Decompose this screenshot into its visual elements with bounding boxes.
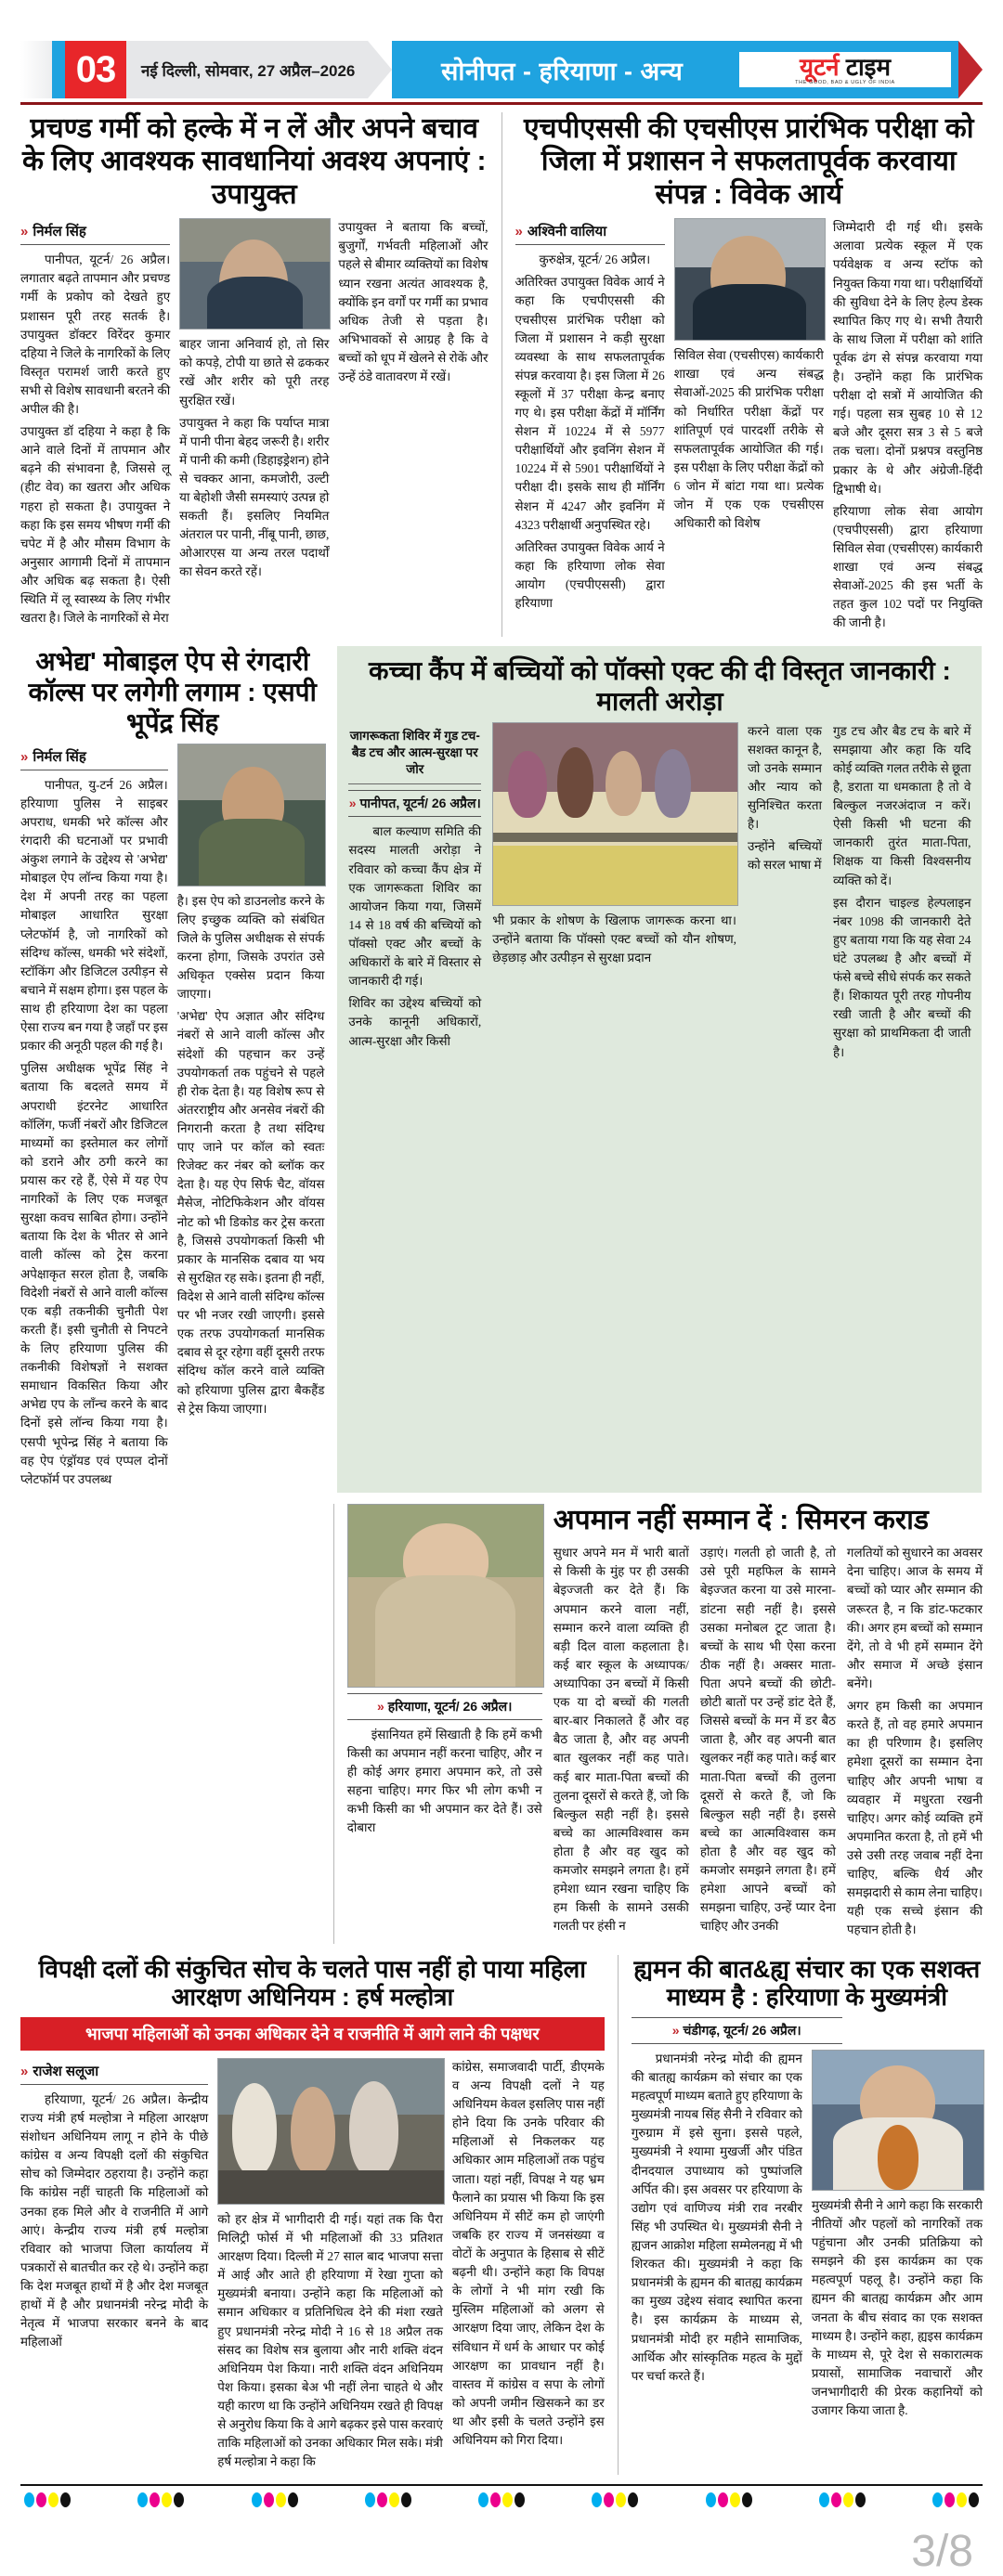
article6-para-1: हरियाणा, यूटर्न/ 26 अप्रैल। केन्द्रीय राज्य मंत्री हर्ष मल्होत्रा ने महिला आरक्षण संशोधन अधिनियम लागू न होने के पीछे कांग्रेस व अन्य विपक्षी दलों की संकुचित सोच को जिम्मेदार ठहराया है। उन्होंने कहा कि कांग्रेस नहीं चाहती कि महिलाओं को उनका हक मिले और वे राजनीति में आगे आएं। केन्द्रीय राज्य मंत्री हर्ष मल्होत्रा रविवार को भाजपा जिला कार्यालय में पत्रकारों से बातचीत कर रहे थे। उन्होंने कहा कि देश मजबूत हाथों में है और देश मजबूत हाथों में है और प्रधानमंत्री नरेन्द्र मोदी के नेतृत्व में भाजपा सरकार बनने के बाद महिलाओं — [20, 2091, 209, 2349]
article4-dateline-text: पानीपत, यूटर्न/ 26 अप्रैल। — [359, 796, 481, 811]
article2-photo — [674, 218, 826, 341]
article2-col-3 — [833, 218, 983, 636]
article3-col-1 — [20, 744, 168, 1493]
article5-headline: अपमान नहीं सम्मान दें : सिमरन कराड — [553, 1504, 929, 1535]
section-four — [20, 1955, 983, 2476]
article4-col4-para-2: इस दौरान चाइल्ड हेल्पलाइन नंबर 1098 की जानकारी देते हुए बताया गया कि यह सेवा 24 घंटे उपलब्ध है और बच्चों में फंसे बच्चे सीधे संपर्क कर सकते हैं। शिकायत पूरी तरह गोपनीय रखी जाती है और बच्चों की सुरक्षा को प्राथमिकता दी जाती है। — [832, 895, 971, 1059]
article-respect — [333, 1504, 983, 1944]
article1-byline-text: निर्मल सिंह — [33, 224, 86, 240]
article6-byline — [20, 2058, 208, 2085]
article-heat-advisory — [20, 112, 488, 637]
article5-col-3 — [700, 1544, 836, 1943]
masthead-rule — [20, 102, 983, 105]
reg-mark-group — [365, 2492, 411, 2507]
reg-mark-group — [819, 2492, 866, 2507]
article1-col-2 — [179, 218, 329, 631]
reg-mark-group — [252, 2492, 298, 2507]
article7-dateline-text: चंडीगढ़, यूटर्न/ 26 अप्रैल। — [683, 2022, 801, 2038]
article3-col-2 — [177, 744, 325, 1493]
page-indicator: 3/8 — [911, 2527, 973, 2576]
article6-photo-col — [217, 2058, 443, 2476]
byline-chevron-icon: » — [20, 748, 29, 765]
article3-byline-text: निर्मल सिंह — [33, 748, 86, 765]
article6-headline: विपक्षी दलों की संकुचित सोच के चलते पास नहीं हो पाया महिला आरक्षण अधिनियम : हर्ष मल्होत्रा — [38, 1954, 587, 2012]
article7-col2-para-1: मुख्यमंत्री सैनी ने आगे कहा कि सरकारी नीतियों और पहलों को नागरिकों तक पहुंचाना और उनकी प्रतिक्रिया को समझने की इस कार्यक्रम का एक महत्वपूर्ण पहलू है। उन्होंने कहा कि ह्यमन की बातह्य कार्यक्रम और आम जनता के बीच संवाद का एक सशक्त माध्यम है। उन्होंने कहा, ह्यइस कार्यक्रम के माध्यम से, पूरे देश से सकारात्मक प्रयासों, सामाजिक नवाचारों और जनभागीदारी की प्रेरक कहानियों को उजागर किया जाता है. — [811, 2197, 983, 2418]
article5-dateline — [347, 1693, 542, 1720]
section-two — [20, 646, 983, 1493]
article1-byline — [20, 218, 170, 245]
article-pocso-camp — [337, 646, 982, 1493]
article6-col-1 — [20, 2058, 208, 2476]
article5-col-2 — [554, 1544, 689, 1943]
dateline-chevron-icon: » — [671, 2022, 680, 2038]
article-women-reservation — [20, 1955, 605, 2476]
article3-photo — [177, 744, 327, 887]
article-hpsc-exam — [502, 112, 983, 637]
reg-mark-group — [932, 2492, 979, 2507]
logo-tagline: THE GOOD, BAD & UGLY OF INDIA — [795, 80, 895, 85]
article4-col3-para-2: उन्होंने बच्चियों को सरल भाषा में — [747, 839, 822, 873]
article3-para-2: पुलिस अधीक्षक भूपेंद्र सिंह ने बताया कि बदलते समय में अपराधी इंटरनेट आधारित कॉलिंग, फर्जी नंबरों और डिजिटल माध्यमों का इस्तेमाल कर लोगों को डराने और ठगी करने का प्रयास कर रहे हैं, ऐसे में यह ऐप नागरिकों के लिए एक मजबूत सुरक्षा कवच साबित होगा। उन्होंने बताया कि देश के भीतर से आने वाली कॉल्स को ट्रेस करना अपेक्षाकृत सरल होता है, जबकि विदेशी नंबरों से आने वाली कॉल्स एक बड़ी तकनीकी चुनौती पेश करती हैं। इसी चुनौती से निपटने के लिए हरियाणा पुलिस की तकनीकी विशेषज्ञों ने सशक्त समाधान विकसित किया और अभेद्य एप के लाँन्च करने के बाद दिनों इसे लॉन्च किया गया है। एसपी भूपेन्द्र सिंह ने बताया कि वह ऐप एंड्रॉयड एवं एप्पल दोनों प्लेटफॉर्म पर उपलब्ध — [20, 1061, 168, 1486]
article1-col-3 — [338, 218, 488, 631]
article2-byline-text: अश्विनी वालिया — [527, 224, 607, 240]
article4-col2-para-1: भी प्रकार के शोषण के खिलाफ जागरूक करना था। उन्होंने बताया कि पॉक्सो एक्ट बच्चों को यौन शोषण, छेड़छाड़ और उत्पीड़न से सुरक्षा प्रदान — [492, 913, 736, 964]
article1-col2-para-2: उपायुक्त ने कहा कि पर्याप्त मात्रा में पानी पीना बेहद जरूरी है। शरीर में पानी की कमी (डिहाइड्रेशन) होने से चक्कर आना, कमजोरी, उल्टी या बेहोशी जैसी समस्याएं उत्पन्न हो सकती हैं। इसलिए नियमित अंतराल पर पानी, नींबू पानी, छाछ, ओआरएस या अन्य तरल पदार्थों का सेवन करते रहें। — [179, 415, 330, 579]
byline-chevron-icon: » — [515, 224, 523, 240]
masthead-dateline: नई दिल्ली, सोमवार, 27 अप्रैल–2026 — [126, 41, 368, 98]
article6-red-banner: भाजपा महिलाओं को उनका अधिकार देने व राजनीति में आगे लाने की पक्षधर — [20, 2017, 605, 2051]
masthead-logo — [732, 41, 958, 98]
article3-col2-para-1: है। इस ऐप को डाउनलोड करने के लिए इच्छुक व्यक्ति को संबंधित जिले के पुलिस अधीक्षक से संपर्क करना होगा, जिसके उपरांत उसे अधिकृत एक्सेस प्रदान किया जाएगा। — [176, 893, 325, 1002]
reg-mark-group — [478, 2492, 525, 2507]
article4-col3-para-1: करने वाला एक सशक्त कानून है, जो उनके सम्मान और न्याय को सुनिश्चित करता है। — [747, 723, 822, 832]
dateline-chevron-icon: » — [348, 796, 357, 811]
article2-col3-para-2: हरियाणा लोक सेवा आयोग (एचपीएससी) द्वारा हरियाणा सिविल सेवा (एचसीएस) कार्यकारी शाखा एवं अन्य संबद्ध सेवाओं-2025 की इस भर्ती के तहत कुल 102 पदों पर नियुक्ति की जानी है। — [832, 503, 983, 630]
article4-headline: कच्चा कैंप में बच्चियों को पॉक्सो एक्ट की दी विस्तृत जानकारी : मालती अरोड़ा — [369, 655, 951, 716]
article1-col2-para-1: बाहर जाना अनिवार्य हो, तो सिर को कपड़े, टोपी या छाते से ढककर रखें और शरीर को पूरी तरह सुरक्षित रखें। — [179, 337, 330, 408]
masthead-arrow-grey — [368, 41, 392, 98]
article5-col3-para-1: उड़ाएं। गलती हो जाती है, तो उसे पूरी महफिल के सामने बेइज्जत करना या उसे मारना-डांटना सही नहीं है। इससे उसका मनोबल टूट जाता है। बच्चों के साथ भी ऐसा करना ठीक नहीं है। अक्सर माता-पिता अपने बच्चों की छोटी-छोटी बातों पर उन्हें डांट देते हैं, जिससे बच्चों के मन में डर बैठ जाता है, और वह अपनी बात खुलकर नहीं कह पाते। कई बार माता-पिता बच्चों की तुलना दूसरों से करते हैं, जो कि बिल्कुल सही नहीं है। इससे बच्चे का आत्मविश्वास कम होता है और वह खुद को कमजोर समझने लगता है। हमें हमेशा आपने बच्चों को समझना चाहिए, उन्हें प्यार देना चाहिए और उनकी — [699, 1546, 836, 1934]
article2-para-2: अतिरिक्त उपायुक्त विवेक आर्य ने कहा कि एचपीएससी की एचसीएस प्रारंभिक परीक्षा को जिला में प्रशासन ने कड़ी सुरक्षा व्यवस्था के साथ सफलतापूर्वक संपन्न करवाया है। इस जिला में 26 स्कूलों में 37 परीक्षा केन्द्र बनाए गए थे। इस परीक्षा केंद्रों में मॉर्निंग सेशन में 10224 में से 5977 परीक्षार्थियों और इवनिंग सेशन में 10224 में से 5901 परीक्षार्थियों ने परीक्षा दी। इसके साथ ही मॉर्निंग सेशन में 4247 और इवनिंग में 4323 परीक्षार्थी अनुपस्थित रहे। — [515, 275, 665, 532]
article6-col2-para-1: को हर क्षेत्र में भागीदारी दी गई। यहां तक कि पैरा मिलिट्री फोर्स में भी महिलाओं की 33 प्रतिशत आरक्षण दिया। दिल्ली में 27 साल बाद भाजपा सत्ता में आई और आते ही हरियाणा में रेखा गुप्ता को मुख्यमंत्री बनाया। उन्होंने कहा कि महिलाओं को समान अधिकार व प्रतिनिधित्व देने की मंशा रखते हुए प्रधानमंत्री नरेन्द्र मोदी ने 16 से 18 अप्रैल तक संसद का विशेष सत्र बुलाया और नारी शक्ति वंदन अधिनियम पेश किया। नारी शक्ति वंदन अधिनियम पेश किया। इसका बेअ भी नहीं लेना चाहते थे और यही कारण था कि उन्होंने अधिनियम रखते ही विपक्ष से अनुरोध किया कि वे आगे बढ़कर इसे पास करवाएं ताकि महिलाओं को उनका अधिकार मिल सके। मंत्री हर्ष मल्होत्रा ने कहा कि — [217, 2211, 443, 2469]
section-lead — [20, 112, 983, 637]
article4-photo — [492, 722, 738, 906]
article2-col2-para-1: सिविल सेवा (एचसीएस) कार्यकारी शाखा एवं अन्य संबद्ध सेवाओं-2025 की प्रारंभिक परीक्षा को निर्धारित परीक्षा केंद्रों पर शांतिपूर्ण एवं पारदर्शी तरीके से सफलतापूर्वक आयोजित की गई। इस परीक्षा के लिए परीक्षा केंद्रों को 6 जोन में बांटा गया था। प्रत्येक जोन में एक एक एचसीएस अधिकारी को विशेष — [673, 348, 824, 531]
article7-headline: ह्यमन की बात&ह्य संचार का एक सशक्त माध्यम है : हरियाणा के मुख्यमंत्री — [633, 1954, 981, 2012]
article7-photo — [812, 2050, 984, 2191]
article4-para-2: शिविर का उद्देश्य बच्चियों को उनके कानूनी अधिकारों, आत्म-सुरक्षा और किसी — [348, 996, 482, 1048]
article4-col-3 — [748, 722, 822, 1066]
newspaper-page — [0, 41, 1003, 2576]
article3-col2-para-2: 'अभेद्य' ऐप अज्ञात और संदिग्ध नंबरों से आने वाली कॉल्स और संदेशों की पहचान कर उन्हें उपयोगकर्ता तक पहुंचने से पहले ही रोक देता है। यह विशेष रूप से अंतरराष्ट्रीय और अनसेव नंबरों की निगरानी करता है तथा संदिग्ध पाए जाने पर कॉल को स्वतः रिजेक्ट कर नंबर को ब्लॉक कर देता है। यह ऐप सिर्फ चैट, वॉयस मैसेज, नोटिफिकेशन और वॉयस नोट को भी डिकोड कर ट्रेस करता है, जिससे उपयोगकर्ता किसी भी प्रकार के मानसिक दबाव या भय से सुरक्षित रह सके। इतना ही नहीं, विदेश से आने वाली संदिग्ध कॉल्स पर भी नजर रखी जाएगी। इससे एक तरफ उपयोगकर्ता मानसिक दबाव से दूर रहेगा वहीं दूसरी तरफ संदिग्ध कॉल करने वाले व्यक्ति को हरियाणा पुलिस द्वारा बैकहैंड से ट्रेस किया जाएगा। — [176, 1009, 325, 1416]
article-mann-ki-baat — [618, 1955, 983, 2476]
article4-subhead: जागरूकता शिविर में गुड टच-बैड टच और आत्म-सुरक्षा पर जोर — [348, 722, 481, 785]
article4-photo-col — [492, 722, 736, 1066]
article7-dateline — [632, 2017, 842, 2044]
byline-chevron-icon: » — [20, 2063, 29, 2079]
article4-para-1: बाल कल्याण समिति की सदस्य मालती अरोड़ा ने रविवार को कच्चा कैंप क्षेत्र में एक जागरूकता शिविर का आयोजन किया गया, जिसमें 14 से 18 वर्ष की बच्चियों को पॉक्सो एक्ट और बच्चों के अधिकारों के बारे में विस्तार से जानकारी दी गई। — [348, 824, 482, 989]
article4-col-1 — [348, 722, 481, 1066]
reg-mark-group — [706, 2492, 752, 2507]
article3-para-1: पानीपत, यु-टर्न 26 अप्रैल। हरियाणा पुलिस ने साइबर अपराध, धमकी भरे कॉल्स और रंगदारी की घटनाओं पर प्रभावी अंकुश लगाने के उद्देश्य से 'अभेद्य' मोबाइल ऐप लॉन्च किया गया है। देश में अपनी तरह का पहला मोबाइल आधारित सुरक्षा प्लेटफॉर्म है, जो नागरिकों को संदिग्ध कॉल्स, धमकी भरे संदेशों, स्टॉकिंग और डिजिटल उत्पीड़न से बचाने में सक्षम होगा। इस पहल के साथ ही हरियाणा देश का पहला ऐसा राज्य बन गया है जहाँ पर इस प्रकार की अनूठी पहल की गई है। — [20, 777, 168, 1054]
reg-mark-group — [24, 2492, 71, 2507]
article6-byline-text: राजेश सलूजा — [33, 2063, 99, 2079]
logo-word-1: यूटर्न — [799, 53, 840, 81]
article2-headline: एचपीएससी की एचसीएस प्रारंभिक परीक्षा को जिला में प्रशासन ने सफलतापूर्वक करवाया संपन्न : विवेक आर्य — [523, 113, 974, 210]
article1-para-2: उपायुक्त डॉ दहिया ने कहा है कि आने वाले दिनों में तापमान और बढ़ने की संभावना है, जिससे लू (हीट वेव) का खतरा और अधिक गहरा हो सकता है। उपायुक्त ने कहा कि इस समय भीषण गर्मी की चपेट में है और मौसम विभाग के अनुसार आगामी दिनों में तापमान और अधिक बढ़ सकता है। ऐसी स्थिति में लू स्वास्थ्य के लिए गंभीर खतरा है। जिले के नागरिकों से मेरा — [20, 424, 171, 626]
article5-col-4 — [847, 1544, 983, 1943]
article1-col-1 — [20, 218, 170, 631]
page-number-box: 03 — [65, 41, 126, 98]
masthead-arrow-red — [958, 41, 983, 98]
article-abhedya-app — [20, 646, 324, 1493]
dateline-chevron-icon: » — [377, 1698, 384, 1714]
masthead — [20, 41, 983, 98]
article7-col-1 — [632, 2050, 802, 2424]
article5-col2-para-1: सुधार अपने मन में भारी बातों से किसी के मुंह पर ही उसकी बेइज्जती कर देते हैं। कि अपमान करने वाला नहीं, सम्मान करने वाला व्यक्ति ही बड़ी दिल वाला कहलाता है। कई बार स्कूल के अध्यापक/अध्यापिका उन बच्चों में किसी एक या दो बच्चों की गलती बार-बार निकालते हैं और वह बैठ जाता है, और वह अपनी बात खुलकर नहीं कह पाते। कई बार माता-पिता बच्चों की तुलना दूसरों से करते हैं, जो कि बिल्कुल सही नहीं है। इससे बच्चे का आत्मविश्वास कम होता है और वह खुद को कमजोर समझने लगता है। हमें हमेशा ध्यान रखना चाहिए कि हम किसी के सामने उसकी गलती पर हंसी न — [553, 1546, 689, 1934]
article3-byline — [20, 744, 168, 770]
article6-col3-para-1: कांग्रेस, समाजवादी पार्टी, डीएमके व अन्य विपक्षी दलों ने यह अधिनियम केवल इसलिए पास नहीं होने दिया कि उनके परिवार की महिलाओं से निकलकर यह अधिकार आम महिलाओं तक पहुंच जाता। यहां नहीं, विपक्ष ने यह भ्रम फैलाने का प्रयास भी किया कि इस अधिनियम में सीटें कम हो जाएंगी जबकि हर राज्य में जनसंख्या व वोटों के अनुपात के हिसाब से सीटें बढ़नी थी। उन्होंने कहा कि विपक्ष के लोगों ने भी मांग रखी कि मुस्लिम महिलाओं को अलग से आरक्षण दिया जाए, लेकिन देश के संविधान में धर्म के आधार पर कोई आरक्षण का प्रावधान नहीं है। वास्तव में कांग्रेस व सपा के लोगों को अपनी जमीन खिसकने का डर था और इसी के चलते उन्होंने इस अधिनियम को गिरा दिया। — [451, 2059, 605, 2448]
article2-col3-para-1: जिम्मेदारी दी गई थी। इसके अलावा प्रत्येक स्कूल में एक पर्यवेक्षक व अन्य स्टॉफ को नियुक्त किया गया था। परीक्षार्थियों की सुविधा देने के लिए हेल्प डेस्क स्थापित किए गए थे। सभी तैयारी के साथ जिला में परीक्षा को शांति पूर्वक ढंग से संपन्न करवाया गया है। उन्होंने कहा कि प्रारंभिक परीक्षा दो सत्रों में आयोजित की गई। पहला सत्र सुबह 10 से 12 बजे और दूसरा सत्र 3 से 5 बजे तक चला। दोनों प्रश्नपत्र वस्तुनिष्ठ प्रकार के थे और अंग्रेजी-हिंदी द्विभाषी थे। — [832, 220, 983, 496]
article1-headline: प्रचण्ड गर्मी को हल्के में न लें और अपने बचाव के लिए आवश्यक सावधानियां अवश्य अपनाएं : उपायुक्त — [21, 113, 487, 210]
article3-continued — [20, 1504, 320, 1944]
article2-col-2 — [674, 218, 824, 636]
logo-word-2: टाइम — [845, 53, 891, 81]
reg-mark-group — [137, 2492, 184, 2507]
article7-col-2 — [812, 2050, 983, 2424]
article5-photo — [347, 1504, 544, 1688]
article2-byline — [515, 218, 665, 245]
article2-col-1 — [515, 218, 665, 636]
article2-para-3: अतिरिक्त उपायुक्त विवेक आर्य ने कहा कि हरियाणा लोक सेवा आयोग (एचपीएससी) द्वारा हरियाणा — [515, 539, 665, 611]
article6-col-3 — [452, 2058, 605, 2476]
article6-photo — [217, 2058, 445, 2205]
article4-col4-para-1: गुड टच और बैड टच के बारे में समझाया और कहा कि यदि कोई व्यक्ति गलत तरीके से छूता है, डराता या धमकाता है तो वे बिल्कुल नजरअंदाज न करें। ऐसी किसी भी घटना की जानकारी तुरंत माता-पिता, शिक्षक या किसी विश्वसनीय व्यक्ति को दें। — [832, 723, 971, 887]
article1-col3-para-1: उपायुक्त ने बताया कि बच्चों, बुजुर्गों, गर्भवती महिलाओं और पहले से बीमार व्यक्तियों का विशेष ध्यान रखना अत्यंत आवश्यक है, क्योंकि इन वर्गों पर गर्मी का प्रभाव अधिक तेजी से पड़ता है। अभिभावकों से आग्रह है कि वे बच्चों को धूप में खेलने से रोकें और उन्हें ठंडे वातावरण में रखें। — [338, 220, 488, 384]
article4-col-4 — [833, 722, 971, 1066]
article5-col4-para-2: अगर हम किसी का अपमान करते हैं, तो वह हमारे अपमान का ही परिणाम है। इसलिए हमेशा दूसरों का सम्मान देना चाहिए और अपनी भाषा व व्यवहार में मधुरता रखनी चाहिए। अगर कोई व्यक्ति हमें अपमानित करता है, तो हमें भी उसे उसी तरह जवाब नहीं देना चाहिए, बल्कि धैर्य और समझदारी से काम लेना चाहिए। यही एक सच्चे इंसान की पहचान होती है। — [846, 1699, 983, 1937]
article7-para-1: प्रधानमंत्री नरेन्द्र मोदी की ह्यमन की बातह्य कार्यक्रम को संचार का एक महत्वपूर्ण माध्यम बताते हुए हरियाणा के मुख्यमंत्री नायब सिंह सैनी ने रविवार को गुरुग्राम में इसे सुना। इससे पहले, मुख्यमंत्री ने श्यामा मुखर्जी और पंडित दीनदयाल उपाध्याय को पुष्पांजलि अर्पित की। इस अवसर पर हरियाणा के उद्योग एवं वाणिज्य मंत्री राव नरबीर सिंह भी उपस्थित थे। मुख्यमंत्री सैनी ने ह्यजन आक्रोश महिला सम्मेलनह्य में भी शिरकत की। मुख्यमंत्री ने कहा कि प्रधानमंत्री के ह्यमन की बातह्य कार्यक्रम का मुख्य उद्देश्य संवाद स्थापित करना है। इस कार्यक्रम के माध्यम से, प्रधानमंत्री मोदी हर महीने सामाजिक, आर्थिक और सांस्कृतिक महत्व के मुद्दों पर चर्चा करते हैं। — [631, 2051, 802, 2383]
article5-dateline-text: हरियाणा, यूटर्न/ 26 अप्रैल। — [387, 1698, 513, 1714]
section-three — [20, 1504, 983, 1944]
article1-photo — [179, 218, 331, 330]
article2-para-1: कुरुक्षेत्र, यूटर्न/ 26 अप्रैल। — [539, 252, 651, 267]
reg-mark-group — [592, 2492, 638, 2507]
article3-headline: अभेद्य' मोबाइल ऐप से रंगदारी कॉल्स पर लगेगी लगाम : एसपी भूपेंद्र सिंह — [28, 646, 317, 737]
masthead-edition: सोनीपत - हरियाणा - अन्य — [392, 41, 732, 98]
article1-para-1: पानीपत, यूटर्न/ 26 अप्रैल। लगातार बढ़ते तापमान और प्रचण्ड गर्मी के प्रकोप को देखते हुए प्रशासन पूरी तरह सतर्क है। उपायुक्त डॉक्टर विरेंदर कुमार दहिया ने जिले के नागरिकों के लिए विस्तृत परामर्श जारी करते हुए सभी से विशेष सावधानी बरतने की अपील की है। — [20, 252, 171, 417]
byline-chevron-icon: » — [20, 224, 29, 240]
registration-marks — [20, 2486, 983, 2507]
article5-col4-para-1: गलतियों को सुधारने का अवसर देना चाहिए। आज के समय में बच्चों को प्यार और सम्मान की जरूरत है, न कि डांट-फटकार की। अगर हम बच्चों को सम्मान देंगे, तो वे भी हमें सम्मान देंगे और समाज में अच्छे इंसान बनेंगे। — [846, 1546, 983, 1690]
article4-dateline — [348, 790, 481, 817]
article5-para-1: इंसानियत हमें सिखाती है कि हमें कभी किसी का अपमान नहीं करना चाहिए, और न ही कोई अगर हमारा अपमान करे, तो उसे सहना चाहिए। मगर फिर भी लोग कभी न कभी किसी का भी अपमान कर देते हैं। उसे दोबारा — [346, 1727, 542, 1835]
